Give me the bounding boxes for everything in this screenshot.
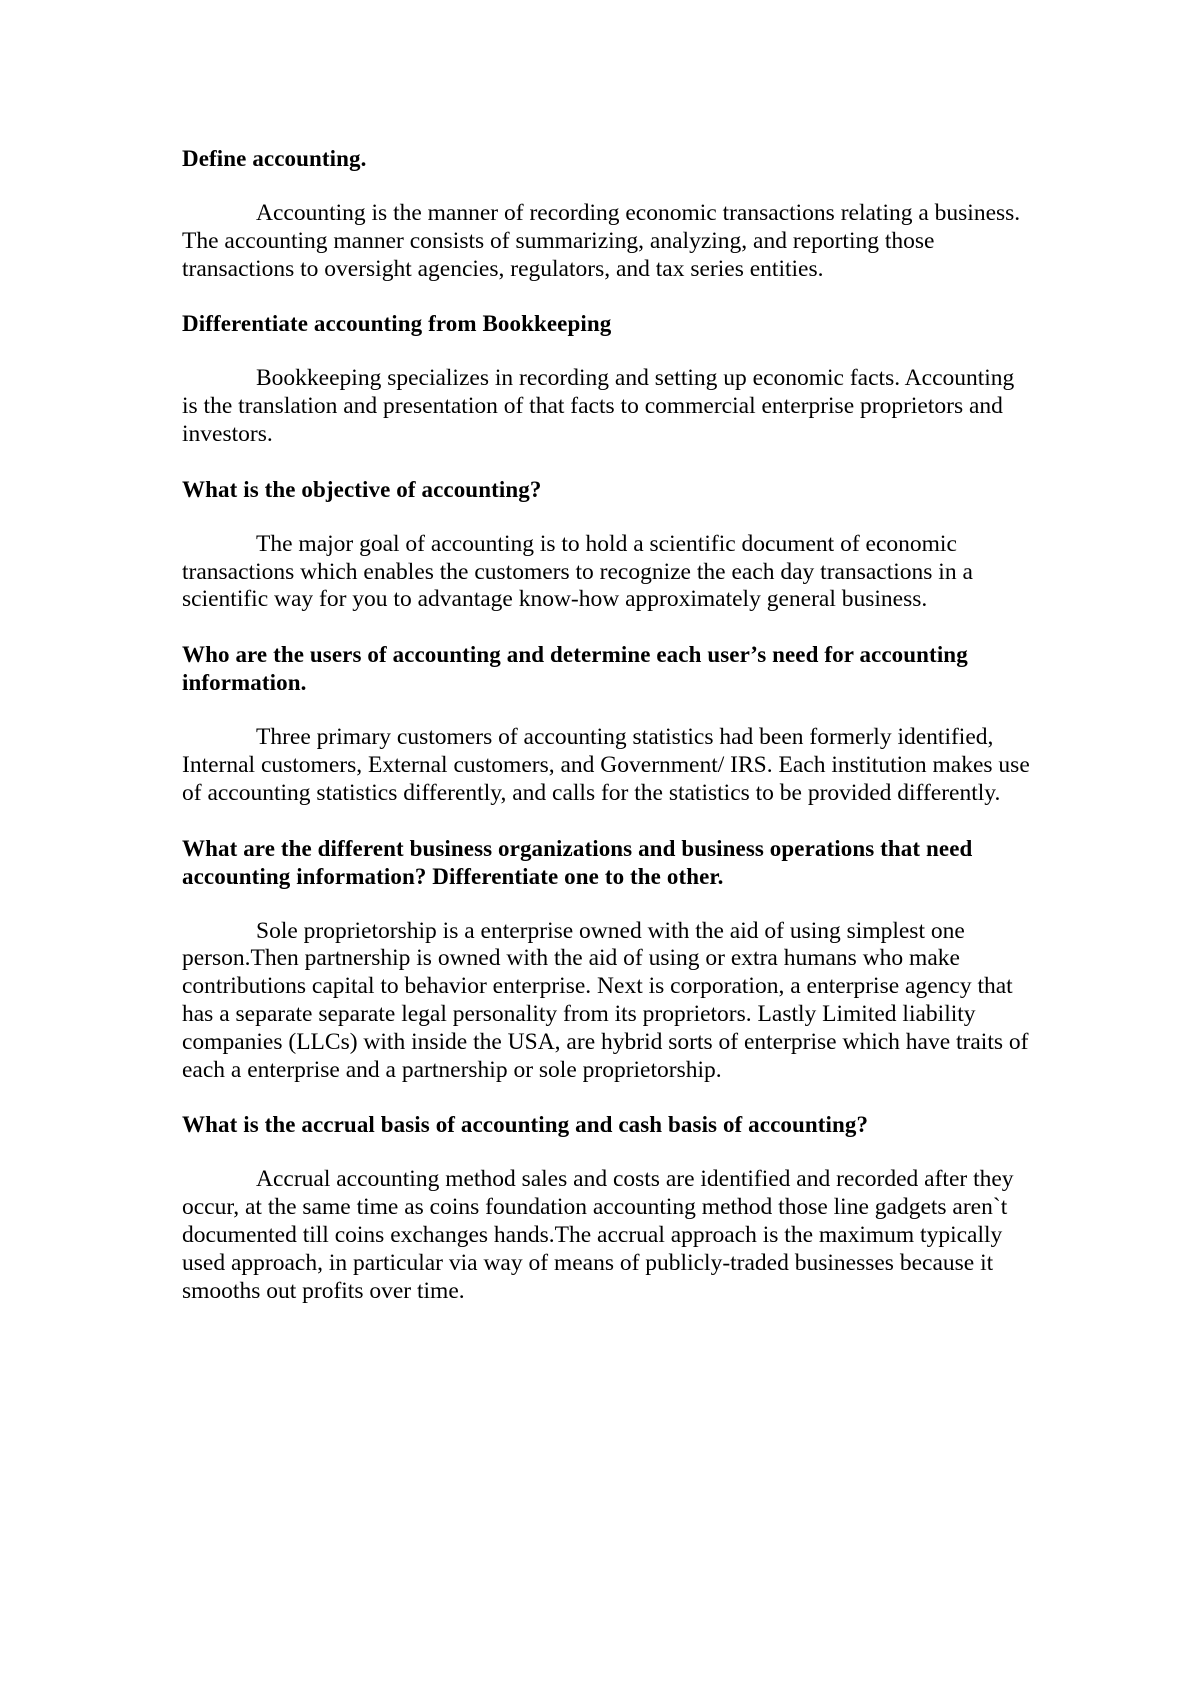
question-heading: What is the accrual basis of accounting and cash basis of accounting? [182, 1112, 869, 1138]
answer-paragraph: Accrual accounting method sales and costs are identified and recorded after they occur, at the same time as coins foundation accounting method those line gadgets aren`t documented till coins exchanges hands.The accrual approach is the maximum typically used approach, in particular via way of means of publicly-traded businesses because it smooths out profits over time. [182, 1166, 1014, 1304]
question-heading: What are the different business organizations and business operations that need accounting information? Differentiate one to the other. [182, 835, 973, 889]
question-heading: Who are the users of accounting and determine each user’s need for accounting information. [182, 642, 968, 696]
answer-paragraph: Sole proprietorship is a enterprise owned with the aid of using simplest one person.Then partnership is owned with the aid of using or extra humans who make contributions capital to behavior enterprise. Next is corporation, a enterprise agency that has a separate separate legal personality from its proprietors. Lastly Limited liability companies (LLCs) with inside the USA, are hybrid sorts of enterprise which have traits of each a enterprise and a partnership or sole proprietorship. [182, 917, 1029, 1083]
answer-paragraph: The major goal of accounting is to hold a scientific document of economic transactions which enables the customers to recognize the each day transactions in a scientific way for you to advantage know-how approximately general business. [182, 530, 973, 613]
question-heading: Define accounting. [182, 146, 367, 171]
document-body [182, 145, 1032, 1332]
answer-paragraph: Bookkeeping specializes in recording and setting up economic facts. Accounting is the translation and presentation of that facts to commercial enterprise proprietors and investors. [182, 365, 1015, 447]
question-heading: Differentiate accounting from Bookkeeping [182, 311, 612, 337]
question-heading: What is the objective of accounting? [182, 476, 542, 502]
answer-paragraph: Accounting is the manner of recording economic transactions relating a business. The accounting manner consists of summarizing, analyzing, and reporting those transactions to oversight agencies, regulators, and tax series entities. [182, 200, 1021, 282]
answer-paragraph: Three primary customers of accounting statistics had been formerly identified, Internal customers, External customers, and Government/ IRS. Each institution makes use of accounting statistics differently, and calls for the statistics to be provided differently. [182, 724, 1030, 806]
